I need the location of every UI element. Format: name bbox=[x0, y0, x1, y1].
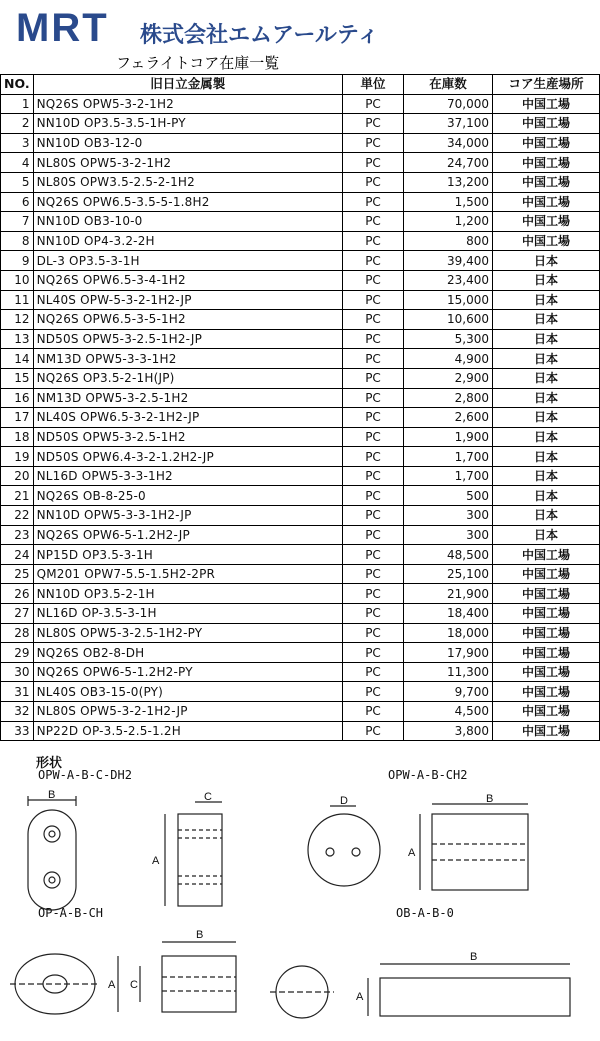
table-row bbox=[1, 153, 600, 173]
unit-cell: PC bbox=[343, 368, 404, 388]
row-number-cell: 3 bbox=[1, 133, 34, 153]
table-row bbox=[1, 564, 600, 584]
production-site-cell: 中国工場 bbox=[493, 662, 600, 682]
production-site-cell: 中国工場 bbox=[493, 643, 600, 663]
op-ch-front-view bbox=[10, 954, 100, 1014]
part-name-cell: NL40S OPW-5-3-2-1H2-JP bbox=[33, 290, 342, 310]
table-row bbox=[1, 310, 600, 330]
unit-cell: PC bbox=[343, 310, 404, 330]
production-site-cell: 日本 bbox=[493, 251, 600, 271]
stock-count-cell: 11,300 bbox=[404, 662, 493, 682]
table-row bbox=[1, 525, 600, 545]
row-number-cell: 1 bbox=[1, 94, 34, 114]
unit-cell: PC bbox=[343, 270, 404, 290]
part-name-cell: NN10D OP3.5-2-1H bbox=[33, 584, 342, 604]
dim-label-b-2: B bbox=[486, 793, 494, 805]
part-name-cell: NQ26S OPW6-5-1.2H2-JP bbox=[33, 525, 342, 545]
table-row bbox=[1, 192, 600, 212]
unit-cell: PC bbox=[343, 643, 404, 663]
production-site-cell: 中国工場 bbox=[493, 153, 600, 173]
part-name-cell: NQ26S OP3.5-2-1H(JP) bbox=[33, 368, 342, 388]
part-name-cell: ND50S OPW6.4-3-2-1.2H2-JP bbox=[33, 447, 342, 467]
unit-cell: PC bbox=[343, 623, 404, 643]
stock-count-cell: 15,000 bbox=[404, 290, 493, 310]
part-name-cell: NQ26S OPW6.5-3.5-5-1.8H2 bbox=[33, 192, 342, 212]
row-number-cell: 21 bbox=[1, 486, 34, 506]
table-row bbox=[1, 427, 600, 447]
row-number-cell: 17 bbox=[1, 408, 34, 428]
table-row bbox=[1, 251, 600, 271]
inventory-table bbox=[0, 74, 600, 741]
part-name-cell: NQ26S OB2-8-DH bbox=[33, 643, 342, 663]
table-row bbox=[1, 584, 600, 604]
row-number-cell: 29 bbox=[1, 643, 34, 663]
part-name-cell: ND50S OPW5-3-2.5-1H2-JP bbox=[33, 329, 342, 349]
unit-cell: PC bbox=[343, 153, 404, 173]
unit-cell: PC bbox=[343, 408, 404, 428]
dim-label-b-1: B bbox=[48, 789, 56, 801]
part-name-cell: NL80S OPW5-3-2-1H2 bbox=[33, 153, 342, 173]
stock-count-cell: 23,400 bbox=[404, 270, 493, 290]
unit-cell: PC bbox=[343, 702, 404, 722]
table-header-row bbox=[1, 75, 600, 95]
production-site-cell: 日本 bbox=[493, 270, 600, 290]
opw-dh2-side-view bbox=[165, 802, 222, 906]
row-number-cell: 9 bbox=[1, 251, 34, 271]
stock-count-cell: 2,800 bbox=[404, 388, 493, 408]
production-site-cell: 中国工場 bbox=[493, 545, 600, 565]
unit-cell: PC bbox=[343, 604, 404, 624]
stock-count-cell: 25,100 bbox=[404, 564, 493, 584]
stock-count-cell: 10,600 bbox=[404, 310, 493, 330]
stock-count-cell: 39,400 bbox=[404, 251, 493, 271]
unit-cell: PC bbox=[343, 486, 404, 506]
production-site-cell: 日本 bbox=[493, 310, 600, 330]
table-row bbox=[1, 133, 600, 153]
row-number-cell: 26 bbox=[1, 584, 34, 604]
dim-label-b-3: B bbox=[196, 929, 204, 941]
table-row bbox=[1, 643, 600, 663]
table-row bbox=[1, 662, 600, 682]
stock-count-cell: 1,200 bbox=[404, 212, 493, 232]
part-name-cell: NL80S OPW5-3-2.5-1H2-PY bbox=[33, 623, 342, 643]
unit-cell: PC bbox=[343, 172, 404, 192]
ob-0-front-view bbox=[270, 966, 334, 1018]
row-number-cell: 13 bbox=[1, 329, 34, 349]
production-site-cell: 中国工場 bbox=[493, 94, 600, 114]
table-row bbox=[1, 290, 600, 310]
unit-cell: PC bbox=[343, 662, 404, 682]
table-row bbox=[1, 368, 600, 388]
unit-cell: PC bbox=[343, 564, 404, 584]
table-row bbox=[1, 721, 600, 741]
unit-cell: PC bbox=[343, 290, 404, 310]
production-site-cell: 日本 bbox=[493, 466, 600, 486]
part-name-cell: NM13D OPW5-3-3-1H2 bbox=[33, 349, 342, 369]
dim-label-c-1: C bbox=[204, 791, 212, 803]
stock-count-cell: 9,700 bbox=[404, 682, 493, 702]
part-name-cell: NN10D OP4-3.2-2H bbox=[33, 231, 342, 251]
unit-cell: PC bbox=[343, 506, 404, 526]
production-site-cell: 日本 bbox=[493, 506, 600, 526]
shape-label-op-ch: OP-A-B-CH bbox=[38, 906, 104, 920]
production-site-cell: 中国工場 bbox=[493, 604, 600, 624]
production-site-cell: 中国工場 bbox=[493, 721, 600, 741]
dim-label-b-4: B bbox=[470, 951, 478, 963]
row-number-cell: 22 bbox=[1, 506, 34, 526]
row-number-cell: 12 bbox=[1, 310, 34, 330]
unit-cell: PC bbox=[343, 388, 404, 408]
part-name-cell: NL40S OPW6.5-3-2-1H2-JP bbox=[33, 408, 342, 428]
stock-count-cell: 18,400 bbox=[404, 604, 493, 624]
part-name-cell: NN10D OP3.5-3.5-1H-PY bbox=[33, 114, 342, 134]
row-number-cell: 19 bbox=[1, 447, 34, 467]
table-row bbox=[1, 231, 600, 251]
part-name-cell: NQ26S OPW5-3-2-1H2 bbox=[33, 94, 342, 114]
production-site-cell: 中国工場 bbox=[493, 682, 600, 702]
part-name-cell: DL-3 OP3.5-3-1H bbox=[33, 251, 342, 271]
table-row bbox=[1, 506, 600, 526]
page-title: フェライトコア在庫一覧 bbox=[116, 54, 280, 72]
part-name-cell: NQ26S OPW6.5-3-4-1H2 bbox=[33, 270, 342, 290]
header bbox=[10, 4, 590, 50]
production-site-cell: 中国工場 bbox=[493, 114, 600, 134]
row-number-cell: 18 bbox=[1, 427, 34, 447]
stock-count-cell: 300 bbox=[404, 525, 493, 545]
shape-label-opw-ch2: OPW-A-B-CH2 bbox=[388, 768, 468, 782]
part-name-cell: NQ26S OPW6.5-3-5-1H2 bbox=[33, 310, 342, 330]
table-row bbox=[1, 172, 600, 192]
table-row bbox=[1, 545, 600, 565]
part-name-cell: NN10D OB3-12-0 bbox=[33, 133, 342, 153]
dim-label-a-4: A bbox=[356, 991, 364, 1003]
production-site-cell: 中国工場 bbox=[493, 231, 600, 251]
unit-cell: PC bbox=[343, 212, 404, 232]
column-header-plant: コア生産場所 bbox=[493, 75, 600, 95]
row-number-cell: 24 bbox=[1, 545, 34, 565]
stock-count-cell: 1,500 bbox=[404, 192, 493, 212]
part-name-cell: ND50S OPW5-3-2.5-1H2 bbox=[33, 427, 342, 447]
stock-count-cell: 21,900 bbox=[404, 584, 493, 604]
unit-cell: PC bbox=[343, 251, 404, 271]
table-row bbox=[1, 114, 600, 134]
dim-label-a-1: A bbox=[152, 855, 160, 867]
unit-cell: PC bbox=[343, 584, 404, 604]
unit-cell: PC bbox=[343, 349, 404, 369]
shapes-title: 形状 bbox=[36, 756, 63, 771]
production-site-cell: 日本 bbox=[493, 486, 600, 506]
unit-cell: PC bbox=[343, 114, 404, 134]
production-site-cell: 日本 bbox=[493, 447, 600, 467]
production-site-cell: 中国工場 bbox=[493, 564, 600, 584]
stock-count-cell: 1,700 bbox=[404, 447, 493, 467]
table-row bbox=[1, 388, 600, 408]
production-site-cell: 中国工場 bbox=[493, 192, 600, 212]
table-row bbox=[1, 408, 600, 428]
part-name-cell: NL80S OPW3.5-2.5-2-1H2 bbox=[33, 172, 342, 192]
row-number-cell: 23 bbox=[1, 525, 34, 545]
unit-cell: PC bbox=[343, 525, 404, 545]
table-row bbox=[1, 94, 600, 114]
opw-dh2-front-view bbox=[28, 796, 76, 910]
production-site-cell: 中国工場 bbox=[493, 172, 600, 192]
stock-count-cell: 17,900 bbox=[404, 643, 493, 663]
row-number-cell: 2 bbox=[1, 114, 34, 134]
unit-cell: PC bbox=[343, 192, 404, 212]
part-name-cell: NP22D OP-3.5-2.5-1.2H bbox=[33, 721, 342, 741]
stock-count-cell: 24,700 bbox=[404, 153, 493, 173]
stock-count-cell: 4,900 bbox=[404, 349, 493, 369]
op-ch-side-view bbox=[118, 942, 236, 1012]
stock-count-cell: 2,900 bbox=[404, 368, 493, 388]
dim-label-a-3: A bbox=[108, 979, 116, 991]
part-name-cell: NQ26S OB-8-25-0 bbox=[33, 486, 342, 506]
stock-count-cell: 37,100 bbox=[404, 114, 493, 134]
stock-count-cell: 48,500 bbox=[404, 545, 493, 565]
unit-cell: PC bbox=[343, 94, 404, 114]
production-site-cell: 中国工場 bbox=[493, 702, 600, 722]
production-site-cell: 日本 bbox=[493, 427, 600, 447]
stock-count-cell: 18,000 bbox=[404, 623, 493, 643]
ob-0-side-view bbox=[368, 964, 570, 1016]
production-site-cell: 日本 bbox=[493, 388, 600, 408]
stock-count-cell: 70,000 bbox=[404, 94, 493, 114]
row-number-cell: 15 bbox=[1, 368, 34, 388]
stock-count-cell: 800 bbox=[404, 231, 493, 251]
row-number-cell: 8 bbox=[1, 231, 34, 251]
table-row bbox=[1, 466, 600, 486]
dim-label-a-2: A bbox=[408, 847, 416, 859]
part-name-cell: NN10D OB3-10-0 bbox=[33, 212, 342, 232]
production-site-cell: 日本 bbox=[493, 368, 600, 388]
stock-count-cell: 4,500 bbox=[404, 702, 493, 722]
dim-label-c-3: C bbox=[130, 979, 138, 991]
company-name: 株式会社エムアールティ bbox=[140, 23, 380, 48]
stock-count-cell: 1,700 bbox=[404, 466, 493, 486]
row-number-cell: 4 bbox=[1, 153, 34, 173]
stock-count-cell: 2,600 bbox=[404, 408, 493, 428]
row-number-cell: 10 bbox=[1, 270, 34, 290]
row-number-cell: 25 bbox=[1, 564, 34, 584]
unit-cell: PC bbox=[343, 466, 404, 486]
column-header-no: NO. bbox=[1, 75, 34, 95]
production-site-cell: 日本 bbox=[493, 329, 600, 349]
opw-ch2-front-view bbox=[308, 806, 380, 886]
production-site-cell: 日本 bbox=[493, 290, 600, 310]
row-number-cell: 27 bbox=[1, 604, 34, 624]
production-site-cell: 日本 bbox=[493, 525, 600, 545]
part-name-cell: QM201 OPW7-5.5-1.5H2-2PR bbox=[33, 564, 342, 584]
shape-label-opw-dh2: OPW-A-B-C-DH2 bbox=[38, 768, 132, 782]
stock-count-cell: 1,900 bbox=[404, 427, 493, 447]
table-row bbox=[1, 329, 600, 349]
stock-count-cell: 34,000 bbox=[404, 133, 493, 153]
row-number-cell: 33 bbox=[1, 721, 34, 741]
table-row bbox=[1, 623, 600, 643]
shape-diagrams bbox=[0, 780, 600, 1041]
production-site-cell: 中国工場 bbox=[493, 584, 600, 604]
unit-cell: PC bbox=[343, 447, 404, 467]
unit-cell: PC bbox=[343, 329, 404, 349]
row-number-cell: 11 bbox=[1, 290, 34, 310]
row-number-cell: 31 bbox=[1, 682, 34, 702]
production-site-cell: 中国工場 bbox=[493, 133, 600, 153]
opw-ch2-side-view bbox=[420, 804, 528, 890]
part-name-cell: NN10D OPW5-3-3-1H2-JP bbox=[33, 506, 342, 526]
production-site-cell: 中国工場 bbox=[493, 623, 600, 643]
table-row bbox=[1, 702, 600, 722]
unit-cell: PC bbox=[343, 682, 404, 702]
company-logo: MRT bbox=[16, 6, 109, 50]
part-name-cell: NQ26S OPW6-5-1.2H2-PY bbox=[33, 662, 342, 682]
shape-label-ob-0: OB-A-B-0 bbox=[396, 906, 454, 920]
table-row bbox=[1, 682, 600, 702]
table-row bbox=[1, 604, 600, 624]
row-number-cell: 16 bbox=[1, 388, 34, 408]
stock-count-cell: 5,300 bbox=[404, 329, 493, 349]
column-header-stock: 在庫数 bbox=[404, 75, 493, 95]
stock-count-cell: 300 bbox=[404, 506, 493, 526]
part-name-cell: NL16D OP-3.5-3-1H bbox=[33, 604, 342, 624]
part-name-cell: NL16D OPW5-3-3-1H2 bbox=[33, 466, 342, 486]
column-header-unit: 単位 bbox=[343, 75, 404, 95]
stock-count-cell: 13,200 bbox=[404, 172, 493, 192]
row-number-cell: 32 bbox=[1, 702, 34, 722]
stock-count-cell: 500 bbox=[404, 486, 493, 506]
row-number-cell: 7 bbox=[1, 212, 34, 232]
row-number-cell: 5 bbox=[1, 172, 34, 192]
table-row bbox=[1, 486, 600, 506]
table-row bbox=[1, 349, 600, 369]
table-row bbox=[1, 447, 600, 467]
table-row bbox=[1, 212, 600, 232]
dim-label-d-2: D bbox=[340, 795, 348, 807]
row-number-cell: 30 bbox=[1, 662, 34, 682]
part-name-cell: NL40S OB3-15-0(PY) bbox=[33, 682, 342, 702]
part-name-cell: NM13D OPW5-3-2.5-1H2 bbox=[33, 388, 342, 408]
production-site-cell: 日本 bbox=[493, 408, 600, 428]
production-site-cell: 日本 bbox=[493, 349, 600, 369]
unit-cell: PC bbox=[343, 545, 404, 565]
row-number-cell: 6 bbox=[1, 192, 34, 212]
row-number-cell: 28 bbox=[1, 623, 34, 643]
stock-count-cell: 3,800 bbox=[404, 721, 493, 741]
row-number-cell: 14 bbox=[1, 349, 34, 369]
row-number-cell: 20 bbox=[1, 466, 34, 486]
unit-cell: PC bbox=[343, 133, 404, 153]
unit-cell: PC bbox=[343, 721, 404, 741]
table-body bbox=[1, 94, 600, 741]
production-site-cell: 中国工場 bbox=[493, 212, 600, 232]
table-row bbox=[1, 270, 600, 290]
unit-cell: PC bbox=[343, 231, 404, 251]
part-name-cell: NL80S OPW5-3-2-1H2-JP bbox=[33, 702, 342, 722]
part-name-cell: NP15D OP3.5-3-1H bbox=[33, 545, 342, 565]
unit-cell: PC bbox=[343, 427, 404, 447]
column-header-part: 旧日立金属製 bbox=[33, 75, 342, 95]
